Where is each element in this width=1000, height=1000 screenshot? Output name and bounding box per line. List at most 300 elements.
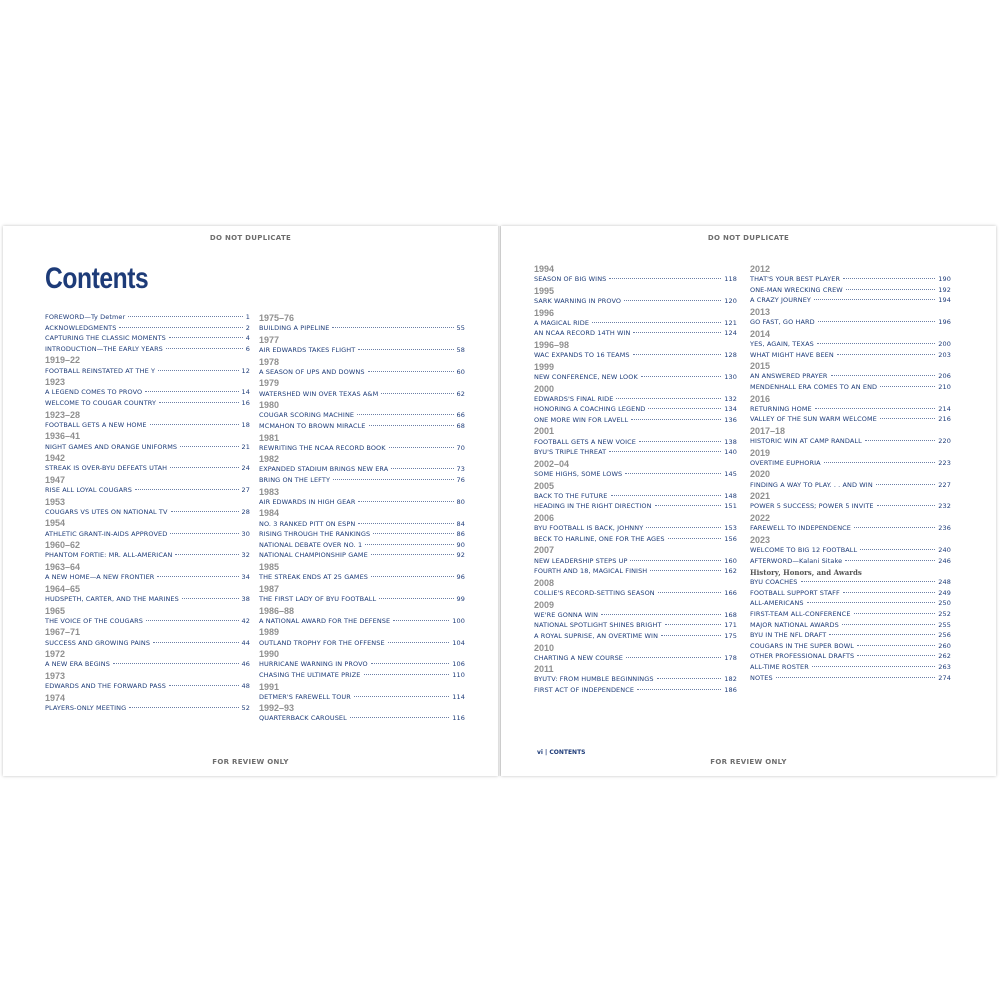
toc-leader-dots	[817, 343, 935, 344]
toc-entry	[259, 573, 465, 584]
toc-entry	[750, 642, 951, 653]
toc-entry	[534, 502, 737, 513]
toc-entry-title: AFTERWORD—Kalani Sitake	[750, 556, 843, 565]
toc-leader-dots	[371, 576, 453, 577]
toc-leader-dots	[624, 300, 721, 301]
toc-year-heading: 1974	[45, 692, 66, 703]
toc-page-number: 206	[938, 372, 951, 381]
toc-page-number: 192	[938, 285, 951, 294]
toc-year-heading: 1984	[259, 508, 280, 519]
toc-page-number: 148	[724, 491, 737, 500]
toc-leader-dots	[171, 511, 239, 512]
toc-year-heading: 2002–04	[534, 458, 570, 469]
toc-entry-title: PHANTOM FORTIE: MR. ALL-AMERICAN	[45, 551, 173, 560]
toc-entry	[259, 541, 465, 552]
toc-leader-dots	[358, 523, 453, 524]
toc-leader-dots	[626, 657, 721, 658]
toc-leader-dots	[814, 299, 935, 300]
toc-entry	[259, 422, 465, 433]
toc-entry	[750, 663, 951, 674]
toc-entry	[750, 383, 951, 394]
toc-page-number: 70	[456, 443, 465, 452]
toc-year-heading: 1990	[259, 649, 280, 660]
toc-year-heading: 2013	[750, 306, 771, 317]
toc-year-heading: 2022	[750, 513, 771, 523]
toc-entry-title: FOOTBALL SUPPORT STAFF	[750, 588, 840, 597]
page-footer: FOR REVIEW ONLY	[212, 758, 289, 766]
toc-entry	[750, 621, 951, 632]
toc-page-number: 182	[724, 675, 737, 684]
toc-entry	[534, 297, 737, 308]
toc-leader-dots	[354, 696, 449, 697]
toc-leader-dots	[625, 473, 721, 474]
toc-entry	[45, 334, 250, 345]
toc-page-number: 114	[452, 692, 465, 701]
toc-leader-dots	[815, 408, 936, 409]
toc-leader-dots	[333, 479, 453, 480]
toc-entry	[259, 617, 465, 628]
toc-leader-dots	[639, 441, 721, 442]
toc-leader-dots	[877, 505, 936, 506]
toc-leader-dots	[128, 316, 242, 317]
toc-entry	[750, 610, 951, 621]
toc-page-number: 223	[938, 458, 951, 467]
toc-leader-dots	[350, 717, 449, 718]
toc-leader-dots	[601, 614, 721, 615]
toc-leader-dots	[665, 624, 722, 625]
toc-entry-title: ALL-TIME ROSTER	[750, 662, 809, 671]
toc-column-2	[259, 313, 465, 725]
toc-page-number: 145	[724, 470, 737, 479]
toc-leader-dots	[175, 554, 238, 555]
toc-entry-title: OVERTIME EUPHORIA	[750, 458, 821, 467]
toc-year-heading: 1947	[45, 474, 66, 485]
toc-leader-dots	[633, 354, 722, 355]
toc-page-number: 236	[938, 524, 951, 533]
toc-leader-dots	[843, 592, 935, 593]
toc-page-number: 138	[724, 437, 737, 446]
toc-year-heading: 2011	[534, 664, 554, 675]
toc-entry-title: COUGAR SCORING MACHINE	[259, 411, 355, 420]
toc-leader-dots	[842, 624, 935, 625]
toc-leader-dots	[358, 501, 453, 502]
toc-entry-title: FOREWORD—Ty Detmer	[45, 313, 126, 321]
toc-page-number: 28	[241, 507, 250, 516]
toc-leader-dots	[389, 447, 454, 448]
toc-entry-title: AN NCAA RECORD 14TH WIN	[534, 329, 631, 338]
toc-entry	[750, 318, 951, 329]
toc-entry	[534, 329, 737, 340]
toc-entry-title: A NEW HOME—A NEW FRONTIER	[45, 573, 155, 582]
toc-page-number: 166	[724, 588, 737, 597]
toc-entry-title: CHARTING A NEW COURSE	[534, 653, 624, 662]
toc-page-number: 156	[724, 534, 737, 543]
toc-page-number: 134	[724, 405, 737, 414]
toc-leader-dots	[843, 278, 935, 279]
toc-entry-title: COLLIE'S RECORD-SETTING SEASON	[534, 588, 655, 597]
toc-page-number: 90	[456, 540, 465, 549]
toc-page-number: 227	[938, 480, 951, 489]
toc-entry	[45, 551, 250, 562]
toc-page-number: 232	[938, 502, 951, 511]
toc-entry-title: WAC EXPANDS TO 16 TEAMS	[534, 351, 630, 360]
toc-entry-title: HUDSPETH, CARTER, AND THE MARINES	[45, 594, 179, 603]
toc-leader-dots	[364, 674, 450, 675]
toc-entry-title: THE VOICE OF THE COUGARS	[45, 616, 143, 625]
toc-year-heading: 1973	[45, 670, 66, 681]
toc-entry	[534, 524, 737, 535]
toc-entry	[534, 275, 737, 286]
toc-leader-dots	[648, 408, 721, 409]
toc-page-number: 76	[456, 476, 465, 485]
toc-page-number: 132	[724, 394, 737, 403]
toc-page-number: 104	[452, 638, 465, 647]
toc-leader-dots	[371, 663, 450, 664]
toc-entry	[259, 530, 465, 541]
toc-page-number: 48	[241, 682, 250, 691]
toc-page-number: 160	[724, 556, 737, 565]
toc-page-number: 249	[938, 588, 951, 597]
page-title: Contents	[45, 262, 149, 295]
toc-year-heading: 1954	[45, 518, 66, 529]
toc-page-number: 30	[241, 529, 250, 538]
toc-entry	[534, 319, 737, 330]
toc-page-number: 216	[938, 415, 951, 424]
toc-entry	[534, 416, 737, 427]
toc-entry-title: ATHLETIC GRANT-IN-AIDS APPROVED	[45, 529, 168, 538]
toc-year-heading: 1978	[259, 356, 280, 367]
toc-entry-title: A SEASON OF UPS AND DOWNS	[259, 367, 365, 376]
toc-leader-dots	[357, 414, 453, 415]
toc-entry-title: HONORING A COACHING LEGEND	[534, 405, 646, 414]
toc-year-heading: 1992–93	[259, 703, 295, 714]
toc-entry	[750, 296, 951, 307]
toc-year-heading: 1965	[45, 605, 66, 616]
toc-year-heading: 1987	[259, 583, 280, 594]
toc-leader-dots	[145, 391, 238, 392]
toc-leader-dots	[854, 613, 936, 614]
toc-leader-dots	[113, 663, 239, 664]
toc-entry-title: EXPANDED STADIUM BRINGS NEW ERA	[259, 465, 389, 474]
toc-page-number: 178	[724, 653, 737, 662]
toc-leader-dots	[831, 375, 936, 376]
toc-page-number: 210	[938, 382, 951, 391]
toc-entry	[534, 405, 737, 416]
toc-year-heading: 1963–64	[45, 562, 81, 572]
toc-entry	[750, 481, 951, 492]
toc-entry-title: DETMER'S FAREWELL TOUR	[259, 692, 351, 701]
toc-entry	[534, 686, 737, 697]
toc-entry-title: RISING THROUGH THE RANKINGS	[259, 530, 371, 539]
toc-page-number: 68	[456, 421, 465, 430]
toc-entry-title: THE FIRST LADY OF BYU FOOTBALL	[259, 594, 377, 603]
toc-entry-title: RISE ALL LOYAL COUGARS	[45, 486, 132, 495]
toc-leader-dots	[616, 398, 721, 399]
toc-leader-dots	[661, 635, 721, 636]
toc-year-heading: 2005	[534, 480, 555, 491]
toc-entry-title: SARK WARNING IN PROVO	[534, 296, 622, 305]
toc-entry-title: NATIONAL DEBATE OVER NO. 1	[259, 540, 363, 549]
toc-entry-title: FOOTBALL GETS A NEW HOME	[45, 420, 147, 429]
toc-entry-title: MCMAHON TO BROWN MIRACLE	[259, 421, 366, 430]
toc-year-heading: 2006	[534, 513, 555, 523]
toc-page-number: 18	[241, 420, 250, 429]
toc-page-number: 262	[938, 652, 951, 661]
toc-leader-dots	[119, 327, 242, 328]
toc-leader-dots	[170, 467, 238, 468]
toc-year-heading: 1972	[45, 649, 66, 660]
toc-page-number: 34	[241, 573, 250, 582]
toc-leader-dots	[169, 337, 243, 338]
toc-entry-title: SUCCESS AND GROWING PAINS	[45, 638, 151, 647]
toc-entry	[259, 693, 465, 704]
toc-page-number: 246	[938, 556, 951, 565]
toc-leader-dots	[157, 576, 238, 577]
toc-leader-dots	[180, 446, 238, 447]
page-header: DO NOT DUPLICATE	[707, 234, 790, 242]
toc-entry-title: WE'RE GONNA WIN	[534, 610, 599, 619]
toc-page-number: 73	[456, 465, 465, 474]
toc-entry-title: OUTLAND TROPHY FOR THE OFFENSE	[259, 638, 385, 647]
toc-entry	[45, 617, 250, 628]
toc-leader-dots	[880, 418, 935, 419]
toc-entry	[534, 535, 737, 546]
toc-entry-title: BRING ON THE LEFTY	[259, 476, 331, 485]
toc-year-heading: 2008	[534, 577, 555, 588]
toc-leader-dots	[646, 527, 721, 528]
toc-entry-title: BYU COACHES	[750, 578, 798, 587]
toc-page-number: 62	[456, 389, 465, 398]
toc-entry	[259, 551, 465, 562]
toc-page-number: 220	[938, 437, 951, 446]
toc-page-number: 32	[241, 551, 250, 560]
toc-leader-dots	[824, 462, 936, 463]
toc-entry	[45, 682, 250, 693]
toc-entry-title: NOTES	[750, 673, 773, 682]
toc-entry	[45, 313, 250, 324]
toc-entry-title: EDWARDS AND THE FORWARD PASS	[45, 682, 166, 691]
toc-year-heading: 1996–98	[534, 339, 570, 350]
toc-year-heading: 1994	[534, 264, 555, 274]
toc-page-number: 175	[724, 631, 737, 640]
toc-page-number: 171	[724, 621, 737, 630]
toc-entry-title: VALLEY OF THE SUN WARM WELCOME	[750, 415, 877, 424]
toc-entry-title: SEASON OF BIG WINS	[534, 275, 607, 284]
toc-entry-title: BYU IN THE NFL DRAFT	[750, 631, 827, 640]
toc-page-number: 14	[241, 388, 250, 397]
toc-year-heading: 2014	[750, 328, 771, 339]
toc-entry-title: WELCOME TO COUGAR COUNTRY	[45, 398, 157, 407]
toc-entry	[534, 557, 737, 568]
toc-section-heading: History, Honors, and Awards	[750, 568, 862, 578]
toc-entry-title: CHASING THE ULTIMATE PRIZE	[259, 670, 361, 679]
toc-page-number: 214	[938, 404, 951, 413]
toc-leader-dots	[358, 349, 453, 350]
toc-entry-title: POWER 5 SUCCESS; POWER 5 INVITE	[750, 502, 874, 511]
toc-year-heading: 1923–28	[45, 409, 81, 420]
toc-year-heading: 1999	[534, 361, 555, 372]
page-footer: FOR REVIEW ONLY	[710, 758, 787, 766]
toc-leader-dots	[807, 602, 936, 603]
toc-column-1	[45, 313, 250, 714]
toc-entry-title: FIRST ACT OF INDEPENDENCE	[534, 686, 635, 695]
toc-page-number: 52	[241, 703, 250, 712]
toc-entry	[259, 660, 465, 671]
toc-entry-title: GO FAST, GO HARD	[750, 318, 815, 327]
toc-leader-dots	[854, 527, 935, 528]
toc-page-number: 96	[456, 573, 465, 582]
toc-entry-title: INTRODUCTION—THE EARLY YEARS	[45, 344, 163, 353]
toc-page-number: 46	[241, 660, 250, 669]
toc-entry-title: FOOTBALL REINSTATED AT THE Y	[45, 366, 156, 375]
toc-leader-dots	[876, 484, 935, 485]
toc-leader-dots	[146, 620, 239, 621]
toc-entry-title: AIR EDWARDS IN HIGH GEAR	[259, 497, 356, 506]
toc-page-number: 6	[245, 344, 250, 353]
toc-page-number: 186	[724, 686, 737, 695]
toc-year-heading: 1983	[259, 486, 280, 497]
toc-year-heading: 1982	[259, 454, 280, 465]
toc-year-heading: 2021	[750, 491, 771, 502]
toc-leader-dots	[381, 393, 453, 394]
toc-year-heading: 1995	[534, 285, 555, 296]
toc-entry	[45, 345, 250, 356]
toc-entry	[534, 611, 737, 622]
toc-entry-title: REWRITING THE NCAA RECORD BOOK	[259, 443, 386, 452]
toc-year-heading: 1996	[534, 307, 555, 318]
toc-leader-dots	[153, 642, 238, 643]
left-page	[3, 226, 498, 776]
toc-page-number: 86	[456, 530, 465, 539]
toc-entry-title: QUARTERBACK CAROUSEL	[259, 714, 347, 723]
toc-year-heading: 2009	[534, 599, 555, 610]
toc-entry	[259, 476, 465, 487]
toc-leader-dots	[166, 348, 243, 349]
toc-leader-dots	[611, 495, 722, 496]
toc-leader-dots	[182, 598, 239, 599]
toc-year-heading: 1981	[259, 432, 280, 443]
toc-leader-dots	[365, 544, 453, 545]
toc-entry	[259, 595, 465, 606]
toc-entry-title: BUILDING A PIPELINE	[259, 324, 330, 333]
toc-leader-dots	[776, 677, 936, 678]
toc-entry	[750, 286, 951, 297]
toc-entry-title: MAJOR NATIONAL AWARDS	[750, 620, 839, 629]
toc-page-number: 42	[241, 616, 250, 625]
toc-entry-title: HEADING IN THE RIGHT DIRECTION	[534, 502, 652, 511]
toc-entry	[259, 444, 465, 455]
toc-year-heading: 1980	[259, 400, 280, 411]
toc-leader-dots	[379, 598, 453, 599]
toc-entry-title: PLAYERS-ONLY MEETING	[45, 703, 127, 712]
toc-entry	[45, 595, 250, 606]
toc-leader-dots	[829, 634, 935, 635]
toc-entry-title: AN ANSWERED PRAYER	[750, 372, 828, 381]
toc-leader-dots	[650, 570, 721, 571]
toc-entry-title: A MAGICAL RIDE	[534, 318, 590, 327]
toc-page-number: 16	[241, 398, 250, 407]
toc-leader-dots	[150, 424, 239, 425]
toc-entry	[259, 411, 465, 422]
toc-leader-dots	[845, 560, 935, 561]
toc-leader-dots	[169, 685, 239, 686]
toc-year-heading: 1942	[45, 453, 66, 464]
toc-year-heading: 1991	[259, 681, 280, 692]
toc-entry-title: FOOTBALL GETS A NEW VOICE	[534, 437, 636, 446]
toc-entry-title: NATIONAL SPOTLIGHT SHINES BRIGHT	[534, 621, 662, 630]
toc-page-number: 200	[938, 339, 951, 348]
toc-year-heading: 1967–71	[45, 627, 81, 638]
toc-page-number: 80	[456, 497, 465, 506]
toc-entry-title: BECK TO HARLINE, ONE FOR THE AGES	[534, 534, 665, 543]
toc-leader-dots	[880, 386, 935, 387]
toc-page-number: 240	[938, 545, 951, 554]
toc-page-number: 124	[724, 329, 737, 338]
toc-year-heading: 1979	[259, 378, 280, 389]
toc-entry	[45, 508, 250, 519]
toc-year-heading: 1964–65	[45, 583, 81, 594]
toc-leader-dots	[637, 689, 721, 690]
toc-entry-title: BYUTV: FROM HUMBLE BEGINNINGS	[534, 675, 654, 684]
toc-leader-dots	[668, 538, 722, 539]
toc-leader-dots	[655, 505, 722, 506]
toc-entry-title: FIRST-TEAM ALL-CONFERENCE	[750, 609, 851, 618]
toc-entry	[534, 438, 737, 449]
toc-page-number: 252	[938, 609, 951, 618]
toc-leader-dots	[865, 440, 935, 441]
toc-page-number: 196	[938, 318, 951, 327]
toc-leader-dots	[369, 425, 454, 426]
toc-entry	[259, 498, 465, 509]
toc-year-heading: 2001	[534, 426, 555, 437]
toc-entry	[45, 639, 250, 650]
toc-column-3	[534, 264, 737, 697]
toc-entry-title: FAREWELL TO INDEPENDENCE	[750, 524, 852, 533]
toc-year-heading: 1919–22	[45, 355, 81, 366]
toc-page-number: 60	[456, 367, 465, 376]
toc-entry-title: WHAT MIGHT HAVE BEEN	[750, 350, 834, 359]
toc-entry	[750, 578, 951, 589]
toc-page-number: 110	[452, 670, 465, 679]
toc-page-number: 151	[724, 502, 737, 511]
toc-entry-title: THE STREAK ENDS AT 25 GAMES	[259, 573, 369, 582]
toc-page-number: 248	[938, 578, 951, 587]
toc-leader-dots	[170, 533, 238, 534]
toc-year-heading: 2017–18	[750, 425, 786, 436]
toc-leader-dots	[391, 468, 453, 469]
toc-page-number: 194	[938, 296, 951, 305]
toc-entry	[534, 395, 737, 406]
toc-leader-dots	[857, 655, 935, 656]
toc-entry	[45, 573, 250, 584]
toc-entry-title: CAPTURING THE CLASSIC MOMENTS	[45, 334, 166, 343]
toc-year-heading: 1989	[259, 627, 280, 638]
toc-entry	[259, 671, 465, 682]
toc-year-heading: 1960–62	[45, 540, 81, 551]
toc-entry	[750, 459, 951, 470]
toc-year-heading: 1986–88	[259, 605, 295, 616]
toc-page-number: 58	[456, 345, 465, 354]
toc-page-number: 120	[724, 296, 737, 305]
toc-page-number: 24	[241, 464, 250, 473]
toc-entry	[45, 367, 250, 378]
toc-leader-dots	[846, 289, 935, 290]
toc-leader-dots	[159, 402, 238, 403]
toc-entry	[750, 275, 951, 286]
toc-entry	[45, 388, 250, 399]
toc-entry	[45, 443, 250, 454]
toc-entry-title: HISTORIC WIN AT CAMP RANDALL	[750, 437, 862, 446]
